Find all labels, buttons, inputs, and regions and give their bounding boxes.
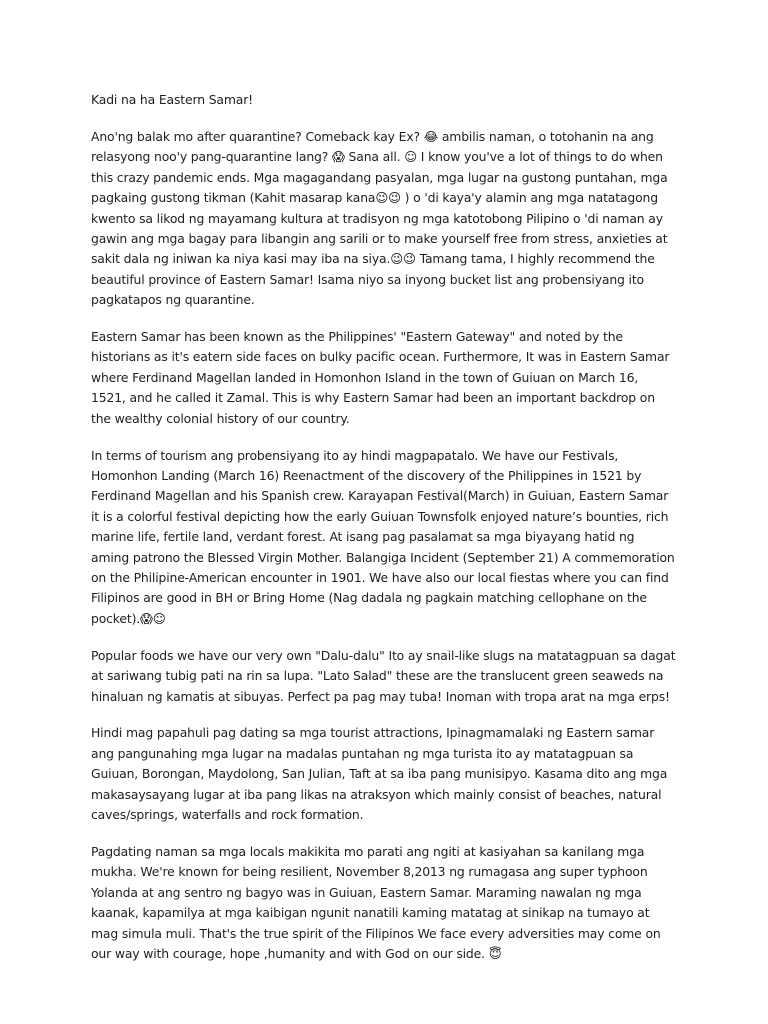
paragraph-festivals: In terms of tourism ang probensiyang ito ay hindi magpapatalo. We have our Festivals, Homonhon Landing (March 16) Reenactment of the discovery of the Philippines in 1521 by Ferdinand Magellan and his Spanish crew. Karayapan Festival(March) in Guiuan, Eastern Samar it is a colorful festival depicting how the early Guiuan Townsfolk enjoyed nature’s bounties, rich marine life, fertile land, verdant forest. At isang pag pasalamat sa mga biyayang hatid ng aming patrono the Blessed Virgin Mother. Balangiga Incident (September 21) A commemoration on the Philipine-American encounter in 1901. We have also our local fiestas where you can find Filipinos are good in BH or Bring Home (Nag dadala ng pagkain matching cellophane on the pocket).😱☺ bbox=[91, 447, 675, 626]
paragraph-intro: Ano'ng balak mo after quarantine? Comeback kay Ex? 😂 ambilis naman, o totohanin na ang relasyong noo'y pang-quarantine lang? 😱 Sana all. ☺ I know you've a lot of things to do when this crazy pandemic ends. Mga magagandang pasyalan, mga lugar na gustong puntahan, mga pagkaing gustong tikman (Kahit masarap kana😉😉 ) o 'di kaya'y alamin ang mga natatagong kwento sa likod ng mayamang kultura at tradisyon ng mga katotobong Pilipino o 'di naman ay gawin ang mga bagay para libangin ang sarili or to make yourself free from stress, anxieties at sakit dala ng iniwan ka niya kasi may iba na siya.😉😉 Tamang tama, I highly recommend the beautiful province of Eastern Samar! Isama niyo sa inyong bucket list ang probensiyang ito pagkatapos ng quarantine. bbox=[91, 128, 668, 308]
paragraph-attractions: Hindi mag papahuli pag dating sa mga tourist attractions, Ipinagmamalaki ng Eastern samar ang pangunahing mga lugar na madalas puntahan ng mga turista ito ay matatagpuan sa Guiuan, Borongan, Maydolong, San Julian, Taft at sa iba pang munisipyo. Kasama dito ang mga makasaysayang lugar at iba pang likas na atraksyon which mainly consist of beaches, natural caves/springs, waterfalls and rock formation. bbox=[91, 725, 668, 823]
document-title: Kadi na ha Eastern Samar! bbox=[91, 92, 253, 107]
document-body bbox=[91, 90, 676, 981]
paragraph-locals: Pagdating naman sa mga locals makikita mo parati ang ngiti at kasiyahan sa kanilang mga mukha. We're known for being resilient, November 8,2013 ng rumagasa ang super typhoon Yolanda at ang sentro ng bagyo was in Guiuan, Eastern Samar. Maraming nawalan ng mga kaanak, kapamilya at mga kaibigan ngunit nanatili kaming matatag at sinikap na tumayo at mag simula muli. That's the true spirit of the Filipinos We face every adversities may come on our way with courage, hope ,humanity and with God on our side. 😇 bbox=[91, 844, 661, 962]
paragraph-history: Eastern Samar has been known as the Philippines' "Eastern Gateway" and noted by the historians as it's eatern side faces on bulky pacific ocean. Furthermore, It was in Eastern Samar where Ferdinand Magellan landed in Homonhon Island in the town of Guiuan on March 16, 1521, and he called it Zamal. This is why Eastern Samar had been an important backdrop on the wealthy colonial history of our country. bbox=[91, 329, 670, 426]
paragraph-foods: Popular foods we have our very own "Dalu-dalu" Ito ay snail-like slugs na matatagpuan sa dagat at sariwang tubig pati na rin sa lupa. "Lato Salad" these are the translucent green seaweds na hinaluan ng kamatis at sibuyas. Perfect pa pag may tuba! Inoman with tropa arat na mga erps! bbox=[91, 647, 676, 704]
